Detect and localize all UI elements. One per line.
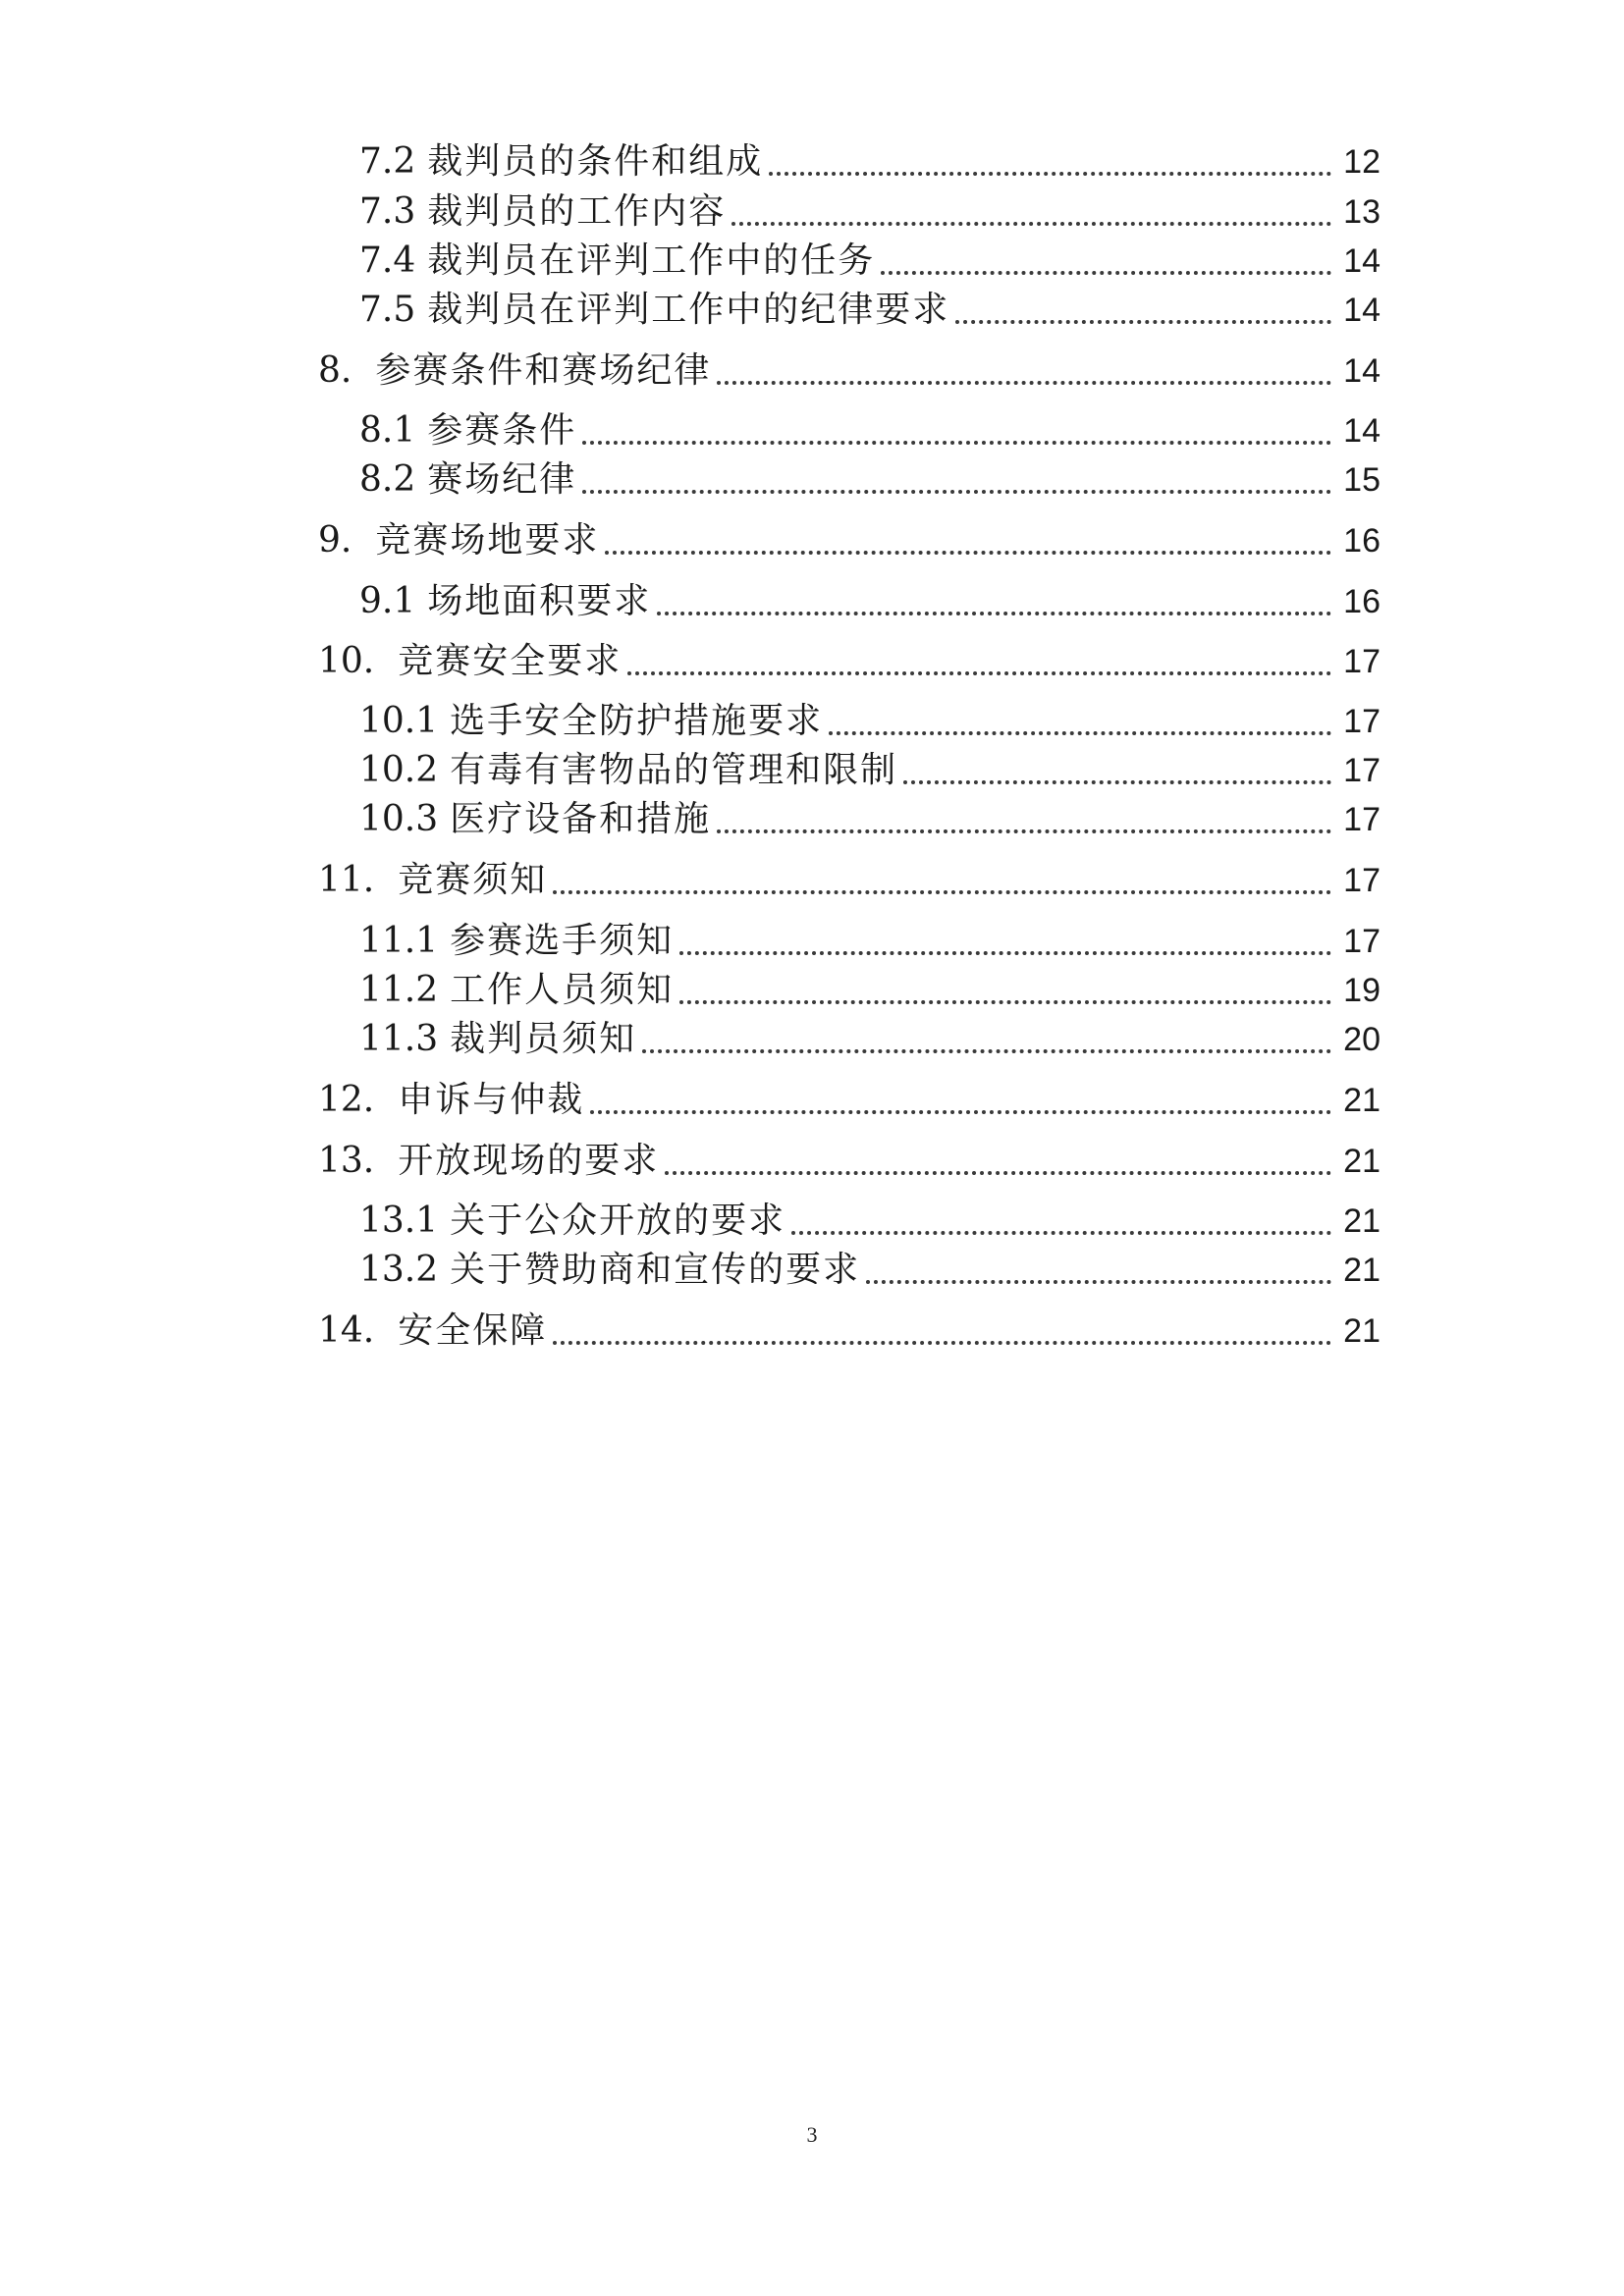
toc-entry-title: 选手安全防护措施要求 <box>450 701 824 741</box>
toc-entry[interactable] <box>359 237 1380 286</box>
toc-entry-page: 21 <box>1343 1252 1380 1289</box>
toc-entry-number: 11. <box>318 860 375 900</box>
toc-entry-number: 10.1 <box>359 701 439 741</box>
toc-entry[interactable] <box>318 1307 1380 1356</box>
toc-entry-title: 赛场纪律 <box>427 459 577 500</box>
toc-entry-page: 21 <box>1343 1143 1380 1180</box>
toc-dot-leader <box>717 380 1331 385</box>
toc-entry[interactable] <box>359 697 1380 746</box>
toc-entry[interactable] <box>359 187 1380 237</box>
toc-entry-title: 竞赛场地要求 <box>375 520 600 561</box>
toc-entry-number: 10. <box>318 641 375 681</box>
toc-dot-leader <box>679 999 1331 1004</box>
toc-entry-page: 16 <box>1343 583 1380 620</box>
toc-entry-title: 参赛条件 <box>427 410 577 451</box>
toc-entry-number: 8.2 <box>359 459 416 500</box>
toc-entry[interactable] <box>359 286 1380 335</box>
toc-entry-number: 7.2 <box>359 141 416 182</box>
toc-entry[interactable] <box>318 347 1380 396</box>
toc-dot-leader <box>829 730 1331 735</box>
toc-dot-leader <box>665 1170 1331 1175</box>
toc-entry-title: 竞赛须知 <box>398 860 548 900</box>
toc-entry-page: 19 <box>1343 972 1380 1009</box>
toc-entry-number: 11.2 <box>359 970 439 1010</box>
toc-entry[interactable] <box>318 637 1380 686</box>
toc-entry-title: 参赛条件和赛场纪律 <box>375 350 712 391</box>
toc-entry-title: 裁判员的条件和组成 <box>427 141 764 182</box>
toc-entry-number: 11.1 <box>359 921 439 961</box>
toc-entry-page: 17 <box>1343 862 1380 899</box>
toc-entry-title: 裁判员在评判工作中的任务 <box>427 240 876 281</box>
toc-entry-number: 13.2 <box>359 1250 439 1290</box>
toc-dot-leader <box>582 489 1331 494</box>
toc-entry-title: 医疗设备和措施 <box>450 799 712 839</box>
toc-entry-page: 15 <box>1343 461 1380 499</box>
toc-dot-leader <box>553 1340 1331 1345</box>
toc-entry-number: 13.1 <box>359 1201 439 1241</box>
toc-entry-title: 开放现场的要求 <box>398 1141 660 1181</box>
toc-entry-title: 工作人员须知 <box>450 970 675 1010</box>
toc-entry[interactable] <box>359 577 1380 626</box>
toc-entry-number: 13. <box>318 1141 375 1181</box>
toc-dot-leader <box>553 889 1331 894</box>
toc-entry[interactable] <box>359 966 1380 1015</box>
toc-entry-number: 8. <box>318 350 352 391</box>
toc-entry-page: 13 <box>1343 193 1380 231</box>
toc-entry[interactable] <box>359 1015 1380 1064</box>
toc-entry-page: 14 <box>1343 352 1380 390</box>
toc-dot-leader <box>881 270 1331 275</box>
toc-dot-leader <box>731 221 1331 226</box>
toc-entry-page: 14 <box>1343 242 1380 280</box>
toc-dot-leader <box>605 550 1331 555</box>
toc-entry-title: 申诉与仲裁 <box>398 1080 585 1120</box>
toc-entry-title: 安全保障 <box>398 1310 548 1351</box>
toc-entry-page: 17 <box>1343 643 1380 680</box>
toc-entry[interactable] <box>359 406 1380 455</box>
toc-entry[interactable] <box>318 516 1380 565</box>
toc-dot-leader <box>679 950 1331 955</box>
toc-entry[interactable] <box>318 1137 1380 1186</box>
toc-dot-leader <box>866 1279 1331 1284</box>
toc-entry[interactable] <box>359 455 1380 505</box>
toc-dot-leader <box>657 611 1331 615</box>
toc-entry-page: 16 <box>1343 522 1380 560</box>
toc-entry[interactable] <box>359 1197 1380 1246</box>
toc-entry[interactable] <box>318 1076 1380 1125</box>
toc-entry-page: 21 <box>1343 1312 1380 1350</box>
toc-entry-number: 8.1 <box>359 410 416 451</box>
toc-dot-leader <box>791 1230 1331 1235</box>
toc-entry-page: 20 <box>1343 1021 1380 1058</box>
toc-entry-number: 9.1 <box>359 581 416 621</box>
toc-entry[interactable] <box>359 917 1380 966</box>
toc-dot-leader <box>642 1048 1331 1053</box>
toc-entry-number: 7.4 <box>359 240 416 281</box>
toc-entry[interactable] <box>359 795 1380 844</box>
toc-entry-title: 场地面积要求 <box>427 581 652 621</box>
toc-dot-leader <box>955 319 1331 324</box>
toc-entry-title: 裁判员的工作内容 <box>427 191 727 232</box>
toc-entry-number: 12. <box>318 1080 375 1120</box>
toc-entry-title: 有毒有害物品的管理和限制 <box>450 750 898 790</box>
toc-entry-page: 21 <box>1343 1202 1380 1240</box>
toc-entry-title: 参赛选手须知 <box>450 921 675 961</box>
toc-entry-number: 10.2 <box>359 750 439 790</box>
toc-entry-title: 裁判员须知 <box>450 1019 637 1059</box>
toc-entry-number: 9. <box>318 520 352 561</box>
toc-entry-title: 关于赞助商和宣传的要求 <box>450 1250 861 1290</box>
toc-entry-page: 21 <box>1343 1082 1380 1119</box>
toc-entry-page: 14 <box>1343 292 1380 329</box>
toc-entry-page: 17 <box>1343 703 1380 740</box>
toc-entry-number: 10.3 <box>359 799 439 839</box>
toc-dot-leader <box>769 171 1331 176</box>
toc-entry-title: 关于公众开放的要求 <box>450 1201 786 1241</box>
toc-entry[interactable] <box>359 746 1380 795</box>
toc-entry-page: 17 <box>1343 923 1380 960</box>
toc-entry-page: 14 <box>1343 412 1380 450</box>
toc-dot-leader <box>590 1109 1331 1114</box>
toc-entry-page: 17 <box>1343 752 1380 789</box>
toc-entry-title: 裁判员在评判工作中的纪律要求 <box>427 290 950 330</box>
page-number: 3 <box>806 2122 818 2147</box>
toc-entry[interactable] <box>359 137 1380 187</box>
toc-dot-leader <box>903 779 1331 784</box>
toc-entry[interactable] <box>318 856 1380 905</box>
toc-dot-leader <box>582 440 1331 445</box>
toc-entry-page: 12 <box>1343 143 1380 181</box>
toc-dot-leader <box>717 828 1331 833</box>
toc-dot-leader <box>627 670 1331 675</box>
toc-entry-title: 竞赛安全要求 <box>398 641 623 681</box>
toc-entry[interactable] <box>359 1246 1380 1295</box>
toc-entry-number: 14. <box>318 1310 375 1351</box>
toc-entry-page: 17 <box>1343 801 1380 838</box>
toc-entry-number: 7.5 <box>359 290 416 330</box>
toc-entry-number: 11.3 <box>359 1019 439 1059</box>
toc-entry-number: 7.3 <box>359 191 416 232</box>
